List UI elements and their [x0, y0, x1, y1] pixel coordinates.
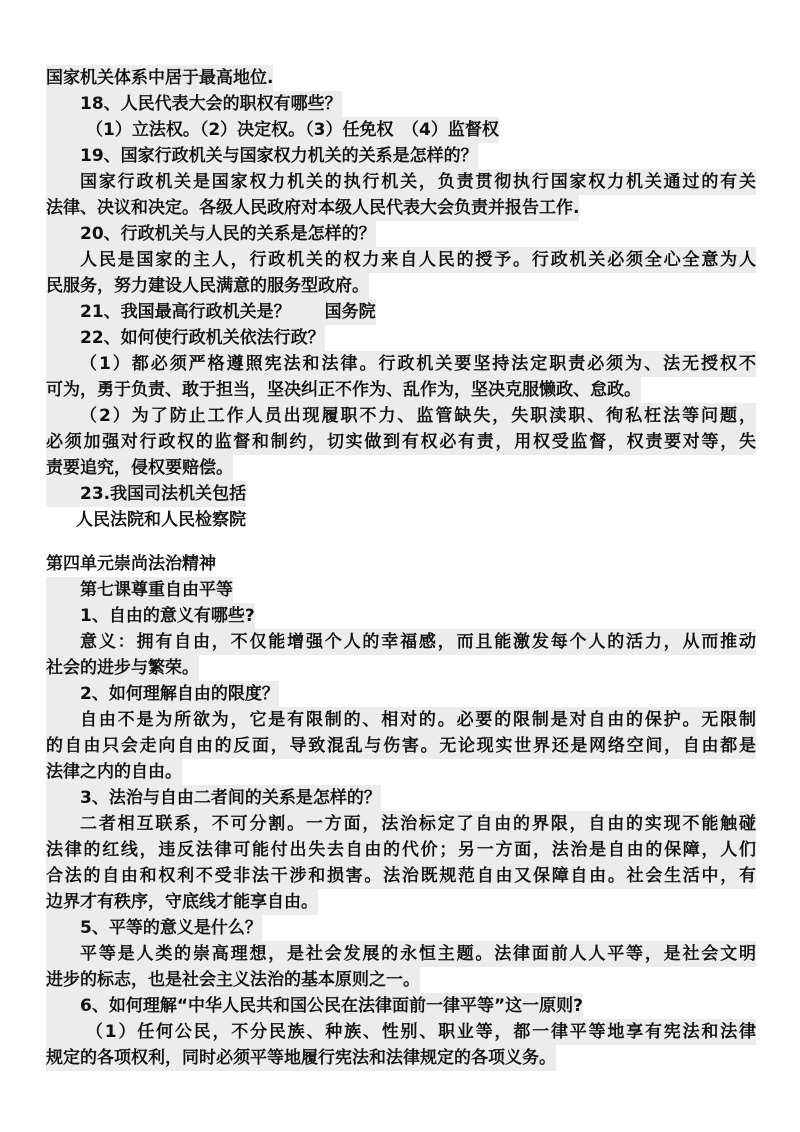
question-line: 21、我国最高行政机关是？ 国务院	[46, 299, 376, 325]
question-line: 22、如何使行政机关依法行政？	[46, 325, 325, 351]
answer-line: 自由不是为所欲为，它是有限制的、相对的。必要的限制是对自由的保护。无限制	[46, 707, 756, 733]
question-line: 18、人民代表大会的职权有哪些？	[46, 91, 342, 117]
question-line: 19、国家行政机关与国家权力机关的关系是怎样的？	[46, 143, 478, 169]
answer-line: （1）都必须严格遵照宪法和法律。行政机关要坚持法定职责必须为、法无授权不	[46, 351, 756, 377]
answer-line: 平等是人类的崇高理想，是社会发展的永恒主题。法律面前人人平等，是社会文明	[46, 941, 756, 967]
answer-line: 民服务，努力建设人民满意的服务型政府。	[46, 273, 369, 299]
answer-line: 社会的进步与繁荣。	[46, 655, 199, 681]
answer-line: 意义：拥有自由，不仅能增强个人的幸福感，而且能激发每个人的活力，从而推动	[46, 629, 756, 655]
answer-line: （2）为了防止工作人员出现履职不力、监管缺失，失职渎职、徇私枉法等问题，	[46, 403, 756, 429]
answer-line: 必须加强对行政权的监督和制约，切实做到有权必有责，用权受监督，权责要对等，失	[46, 429, 756, 455]
answer-line: 法律的红线，违反法律可能付出失去自由的代价；另一方面，法治是自由的保障，人们	[46, 837, 756, 863]
question-line: 3、法治与自由二者间的关系是怎样的？	[46, 785, 381, 811]
answer-line: 边界才有秩序，守底线才能享自由。	[46, 889, 318, 915]
answer-line: 可为，勇于负责、敢于担当，坚决纠正不作为、乱作为，坚决克服懒政、怠政。	[46, 377, 641, 403]
question-line: 6、如何理解“中华人民共和国公民在法律面前一律平等”这一原则?	[46, 993, 583, 1019]
answer-line: 法律之内的自由。	[46, 759, 182, 785]
answer-line: 合法的自由和权利不受非法干涉和损害。法治既规范自由又保障自由。社会生活中，有	[46, 863, 756, 889]
lesson-heading: 第七课尊重自由平等	[46, 577, 233, 603]
unit-heading: 第四单元崇尚法治精神	[46, 554, 216, 574]
question-line: 1、自由的意义有哪些?	[46, 603, 255, 629]
text-line: 国家机关体系中居于最高地位.	[46, 65, 273, 91]
answer-line: 法律、决议和决定。各级人民政府对本级人民代表大会负责并报告工作.	[46, 195, 579, 221]
answer-line: 进步的标志，也是社会主义法治的基本原则之一。	[46, 967, 420, 993]
answer-line: 规定的各项权利，同时必须平等地履行宪法和法律规定的各项义务。	[46, 1045, 556, 1071]
answer-line: （1）任何公民，不分民族、种族、性别、职业等，都一律平等地享有宪法和法律	[46, 1019, 756, 1045]
answer-line: 二者相互联系，不可分割。一方面，法治标定了自由的界限，自由的实现不能触碰	[46, 811, 756, 837]
answer-line: （1）立法权。（2）决定权。（3）任免权 （4）监督权	[46, 117, 499, 143]
answer-line: 的自由只会走向自由的反面，导致混乱与伤害。无论现实世界还是网络空间，自由都是	[46, 733, 756, 759]
answer-line: 人民是国家的主人，行政机关的权力来自人民的授予。行政机关必须全心全意为人	[46, 247, 756, 273]
answer-line: 人民法院和人民检察院	[76, 510, 246, 530]
question-line: 23.我国司法机关包括	[46, 481, 246, 507]
answer-line: 责要追究，侵权要赔偿。	[46, 455, 233, 481]
question-line: 5、平等的意义是什么？	[46, 915, 262, 941]
answer-line: 国家行政机关是国家权力机关的执行机关，负责贯彻执行国家权力机关通过的有关	[46, 169, 756, 195]
question-line: 20、行政机关与人民的关系是怎样的？	[46, 221, 376, 247]
question-line: 2、如何理解自由的限度？	[46, 681, 279, 707]
